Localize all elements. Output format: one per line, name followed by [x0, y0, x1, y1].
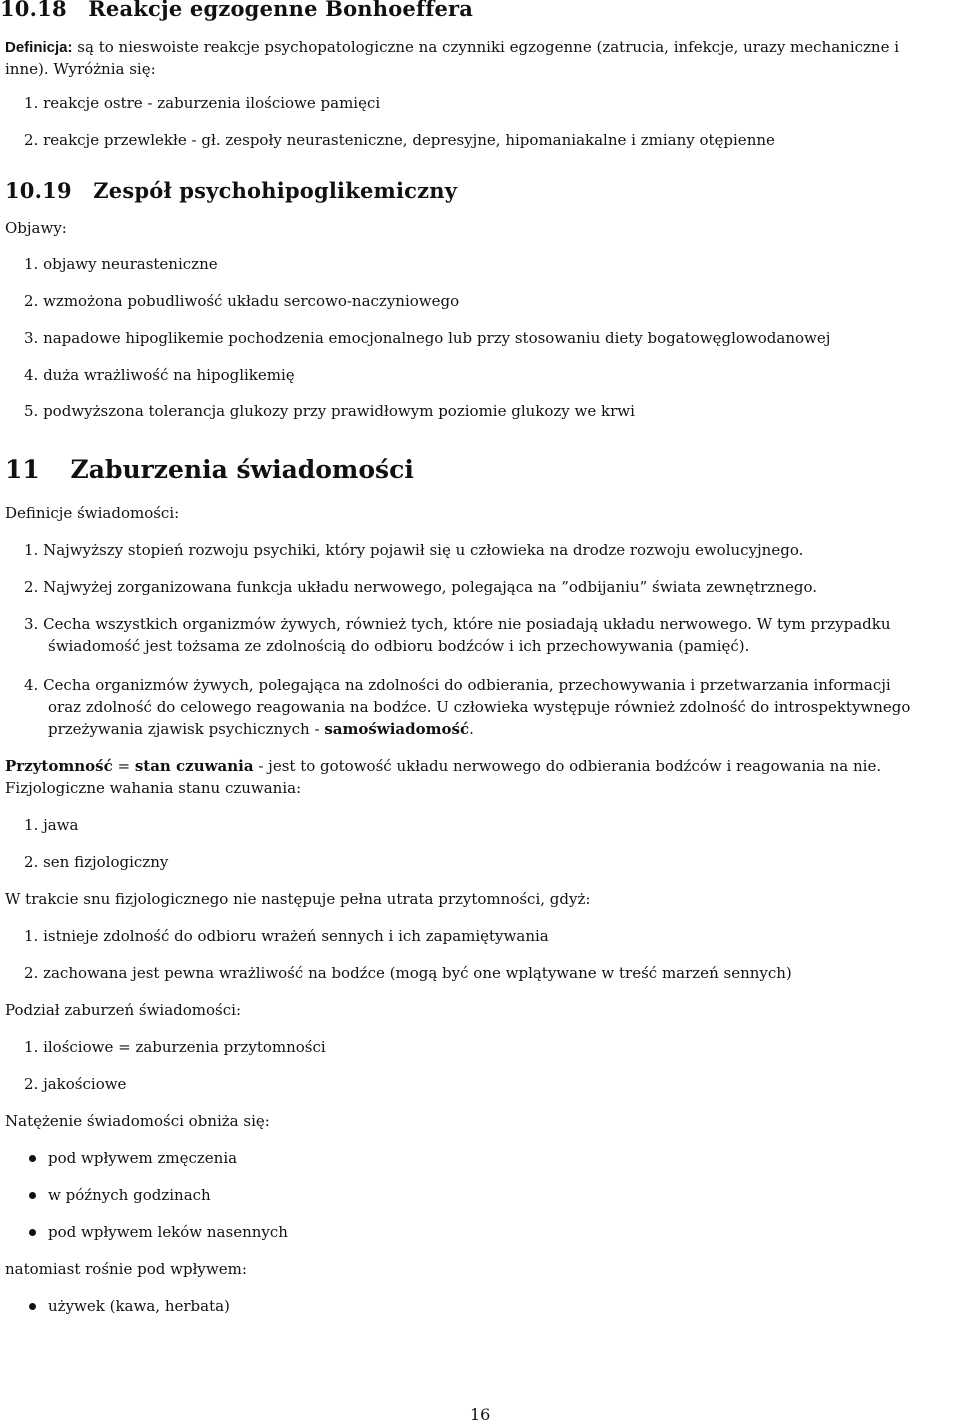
list-item: 4. duża wrażliwość na hipoglikemię	[24, 366, 295, 384]
definition-text: przeżywania zjawisk psychicznych -	[48, 720, 325, 738]
section-intro: natomiast rośnie pod wpływem:	[5, 1260, 247, 1278]
bullet-icon	[29, 1192, 36, 1199]
bullet-icon	[29, 1229, 36, 1236]
bullet-icon	[29, 1155, 36, 1162]
list-item: 3. napadowe hipoglikemie pochodzenia emocjonalnego lub przy stosowaniu diety bogatowęglowodanowej	[24, 329, 831, 347]
list-item: 1. objawy neurasteniczne	[24, 255, 218, 273]
section-heading-10-19	[5, 178, 457, 203]
list-item: 5. podwyższona tolerancja glukozy przy prawidłowym poziomie glukozy we krwi	[24, 402, 635, 420]
section-intro: Definicje świadomości:	[5, 504, 180, 522]
definition-item: 3. Cecha wszystkich organizmów żywych, również tych, które nie posiadają układu nerwowego. W tym przypadku	[24, 615, 891, 633]
chapter-heading-11	[5, 455, 414, 484]
definition-label: Definicja:	[5, 39, 73, 56]
list-item: 2. sen fizjologiczny	[24, 853, 169, 871]
section-intro: W trakcie snu fizjologicznego nie następuje pełna utrata przytomności, gdyż:	[5, 890, 591, 908]
punctuation: .	[469, 720, 474, 738]
definition-text: są to nieswoiste reakcje psychopatologiczne na czynniki egzogenne (zatrucia, infekcje, urazy mechaniczne i	[77, 38, 900, 56]
definition-line	[5, 36, 899, 59]
section-intro: Natężenie świadomości obniża się:	[5, 1112, 270, 1130]
list-item: 1. ilościowe = zaburzenia przytomności	[24, 1038, 326, 1056]
definition-item: 2. Najwyżej zorganizowana funkcja układu nerwowego, polegająca na ”odbijaniu” świata zewnętrznego.	[24, 578, 818, 596]
list-item: 1. istnieje zdolność do odbioru wrażeń sennych i ich zapamiętywania	[24, 927, 549, 945]
definition-text-cont: inne). Wyróżnia się:	[5, 60, 156, 78]
bullet-item: używek (kawa, herbata)	[48, 1297, 230, 1315]
bullet-item: pod wpływem leków nasennych	[48, 1223, 288, 1241]
definition-item: 1. Najwyższy stopień rozwoju psychiki, który pojawił się u człowieka na drodze rozwoju ewolucyjnego.	[24, 541, 804, 559]
bullet-item: pod wpływem zmęczenia	[48, 1149, 238, 1167]
list-item: 1. reakcje ostre - zaburzenia ilościowe pamięci	[24, 94, 381, 112]
section-intro: Objawy:	[5, 219, 67, 237]
list-item: 2. reakcje przewlekłe - gł. zespoły neurasteniczne, depresyjne, hipomaniakalne i zmiany otępienne	[24, 131, 775, 149]
list-item: 2. wzmożona pobudliwość układu sercowo-naczyniowego	[24, 292, 460, 310]
section-title: Zespół psychohipoglikemiczny	[93, 178, 458, 203]
definition-text: - jest to gotowość układu nerwowego do odbierania bodźców i reagowania na nie.	[253, 757, 882, 775]
section-intro: Fizjologiczne wahania stanu czuwania:	[5, 779, 302, 797]
list-item: 2. zachowana jest pewna wrażliwość na bodźce (mogą być one wplątywane w treść marzeń sennych)	[24, 964, 792, 982]
definition-item: 4. Cecha organizmów żywych, polegająca na zdolności do odbierania, przechowywania i przetwarzania informacji	[24, 676, 891, 694]
definition-item-cont	[48, 718, 474, 740]
chapter-number: 11	[5, 455, 40, 484]
section-number: 10.18	[0, 0, 67, 21]
section-heading-10-18	[0, 0, 473, 21]
bullet-icon	[29, 1303, 36, 1310]
list-item: 1. jawa	[24, 816, 79, 834]
section-title: Reakcje egzogenne Bonhoeffera	[88, 0, 474, 21]
list-item: 2. jakościowe	[24, 1075, 127, 1093]
page-number: 16	[470, 1405, 491, 1424]
term-przytomnosc: Przytomność	[5, 757, 113, 775]
chapter-title: Zaburzenia świadomości	[70, 455, 414, 484]
przytomnosc-definition	[5, 755, 881, 777]
bullet-item: w późnych godzinach	[48, 1186, 211, 1204]
section-number: 10.19	[5, 178, 72, 203]
definition-item-cont: świadomość jest tożsama ze zdolnością do odbioru bodźców i ich przechowywania (pamięć).	[48, 637, 750, 655]
term-samoswiadomosc: samoświadomość	[324, 720, 470, 738]
section-intro: Podział zaburzeń świadomości:	[5, 1001, 241, 1019]
equals: =	[112, 757, 135, 775]
definition-item-cont: oraz zdolność do celowego reagowania na bodźce. U człowieka występuje również zdolność do introspektywnego	[48, 698, 911, 716]
term-stan-czuwania: stan czuwania	[134, 757, 254, 775]
